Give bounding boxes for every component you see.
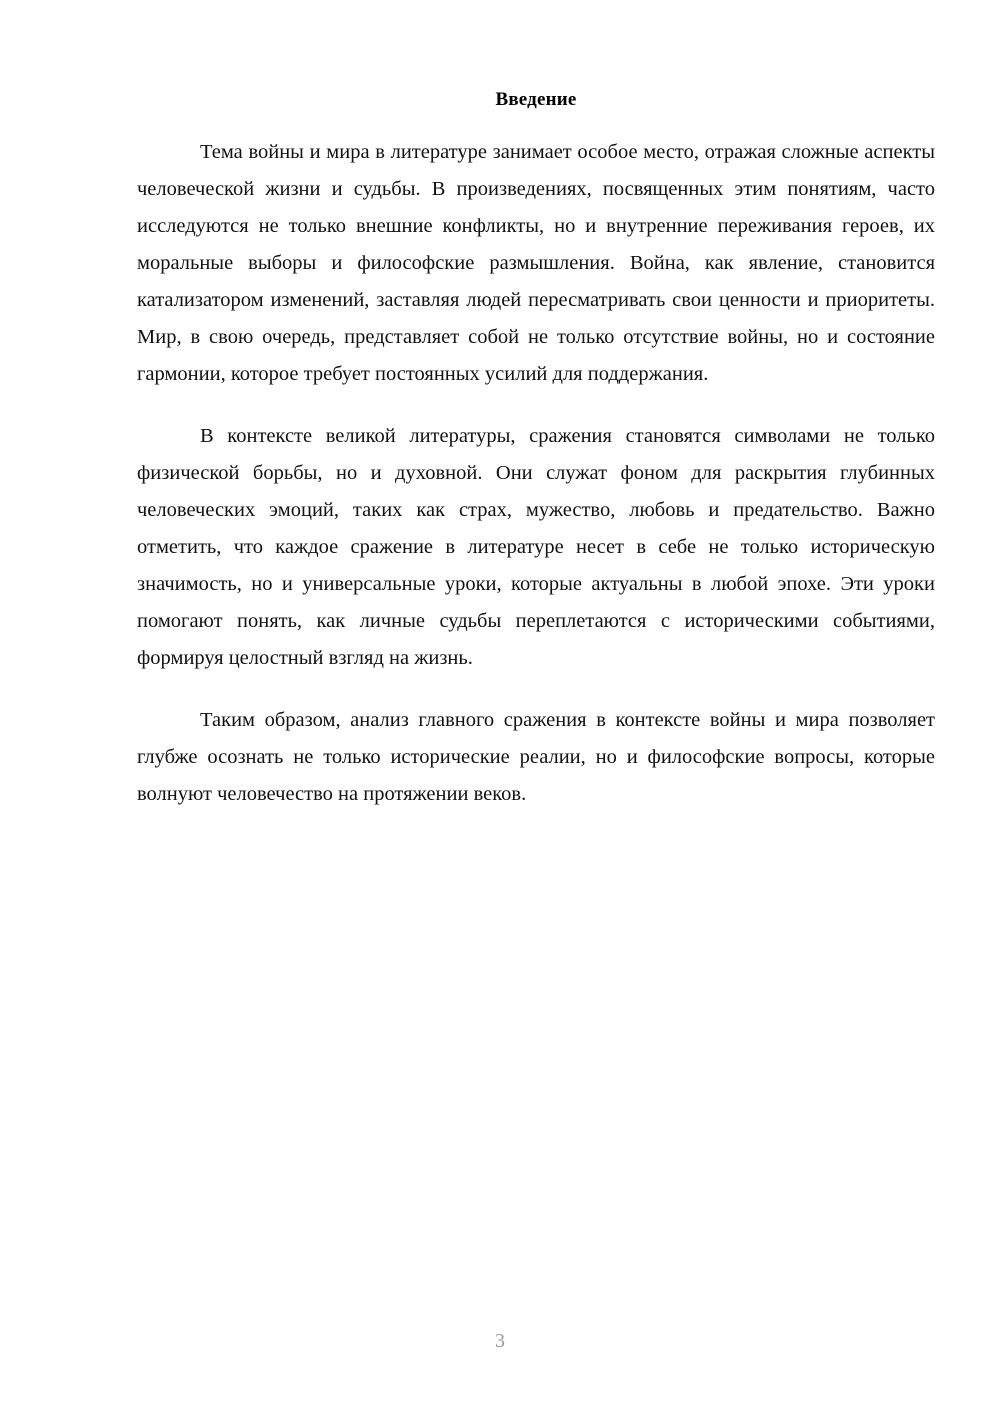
page-title: Введение	[495, 89, 577, 110]
page-number: 3	[495, 1330, 505, 1352]
body-paragraph: Тема войны и мира в литературе занимает особое место, отражая сложные аспекты человеческой жизни и судьбы. В произведениях, посвященных этим понятиям, часто исследуются не только внешние конфликты, но и внутренние переживания героев, их моральные выборы и философские размышления. Война, как явление, становится катализатором изменений, заставляя людей пересматривать свои ценности и приоритеты. Мир, в свою очередь, представляет собой не только отсутствие войны, но и состояние гармонии, которое требует постоянных усилий для поддержания.	[137, 140, 935, 385]
document-body	[137, 88, 935, 813]
body-paragraph: В контексте великой литературы, сражения становятся символами не только физической борьбы, но и духовной. Они служат фоном для раскрытия глубинных человеческих эмоций, таких как страх, мужество, любовь и предательство. Важно отметить, что каждое сражение в литературе несет в себе не только историческую значимость, но и универсальные уроки, которые актуальны в любой эпохе. Эти уроки помогают понять, как личные судьбы переплетаются с историческими событиями, формируя целостный взгляд на жизнь.	[137, 424, 935, 669]
body-paragraph: Таким образом, анализ главного сражения в контексте войны и мира позволяет глубже осознать не только исторические реалии, но и философские вопросы, которые волнуют человечество на протяжении веков.	[137, 708, 935, 805]
